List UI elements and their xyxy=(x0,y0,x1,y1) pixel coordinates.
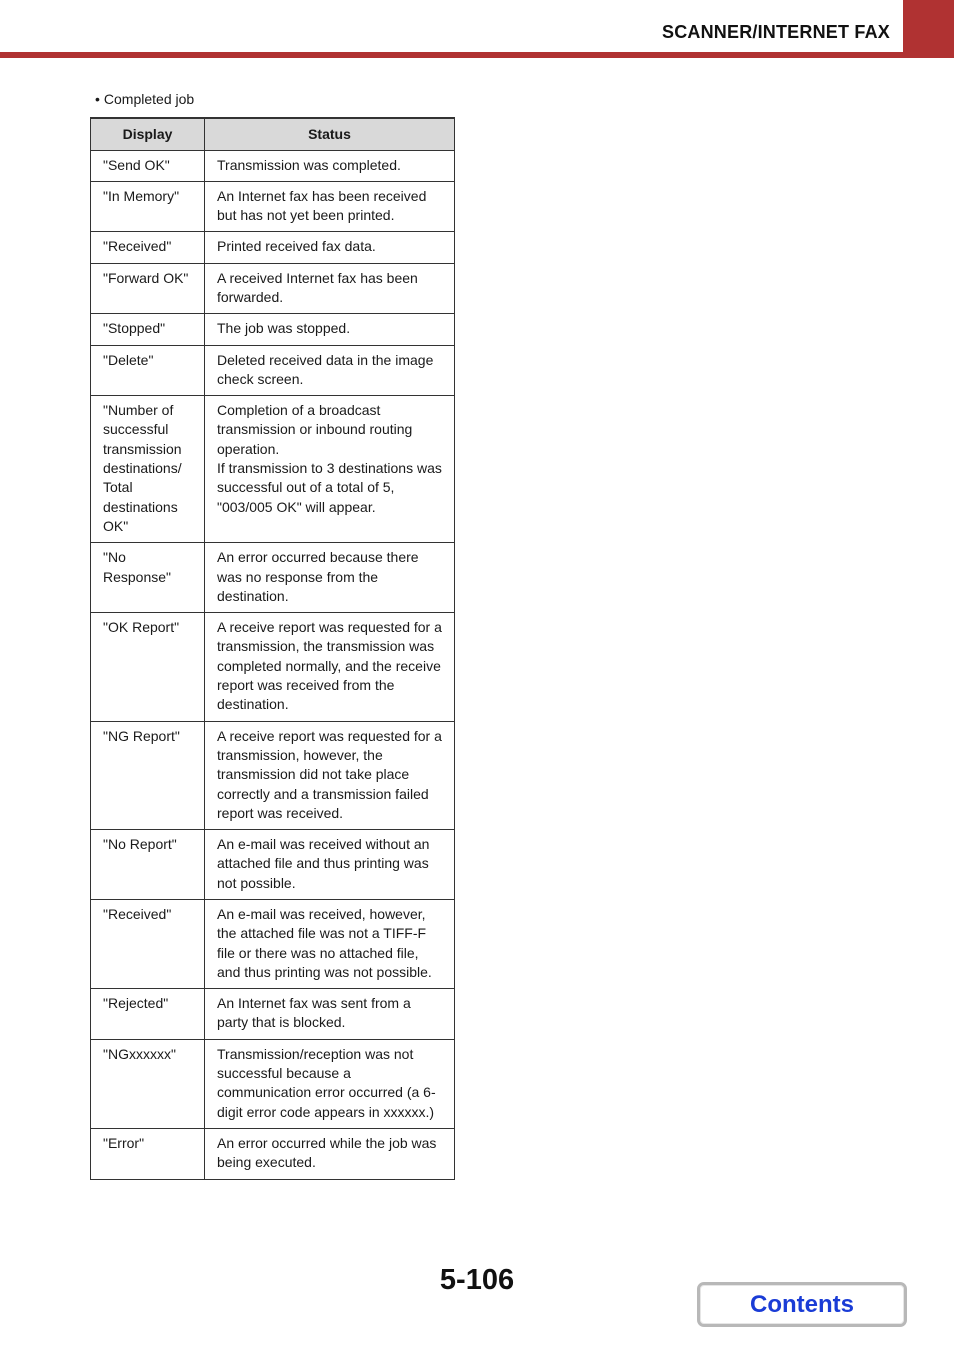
header-tab-marker xyxy=(903,0,954,58)
status-cell: A receive report was requested for a transmission, the transmission was completed normally, and the receive report was received from the destination. xyxy=(205,613,455,721)
display-cell: "In Memory" xyxy=(91,181,205,232)
status-cell: An Internet fax has been received but has not yet been printed. xyxy=(205,181,455,232)
display-cell: "Error" xyxy=(91,1128,205,1179)
table-header-row xyxy=(91,118,455,150)
section-label xyxy=(95,91,194,107)
status-cell: Completion of a broadcast transmission or inbound routing operation. If transmission to 3 destinations was successful out of a total of 5, "003/005 OK" will appear. xyxy=(205,396,455,543)
status-cell: A received Internet fax has been forwarded. xyxy=(205,263,455,314)
display-cell: "Rejected" xyxy=(91,989,205,1040)
column-header-status: Status xyxy=(205,118,455,150)
display-cell: "Send OK" xyxy=(91,150,205,181)
table-row xyxy=(91,150,455,181)
display-cell: "Received" xyxy=(91,232,205,263)
display-cell: "NGxxxxxx" xyxy=(91,1039,205,1128)
display-cell: "NG Report" xyxy=(91,721,205,829)
table-row xyxy=(91,1039,455,1128)
display-cell: "Forward OK" xyxy=(91,263,205,314)
table-row xyxy=(91,396,455,543)
status-cell: An e-mail was received without an attached file and thus printing was not possible. xyxy=(205,830,455,900)
table-row xyxy=(91,263,455,314)
status-cell: An error occurred while the job was being executed. xyxy=(205,1128,455,1179)
table-row xyxy=(91,345,455,396)
status-cell: Printed received fax data. xyxy=(205,232,455,263)
status-cell: An e-mail was received, however, the attached file was not a TIFF-F file or there was no attached file, and thus printing was not possible. xyxy=(205,900,455,989)
status-cell: The job was stopped. xyxy=(205,314,455,345)
table-row xyxy=(91,613,455,721)
table-row xyxy=(91,314,455,345)
table-row xyxy=(91,830,455,900)
table-row xyxy=(91,989,455,1040)
bullet-icon: • xyxy=(95,91,100,107)
page-header-title: SCANNER/INTERNET FAX xyxy=(661,22,890,42)
table-body xyxy=(91,150,455,1179)
table-row xyxy=(91,900,455,989)
table-row xyxy=(91,181,455,232)
column-header-display: Display xyxy=(91,118,205,150)
status-cell: A receive report was requested for a transmission, however, the transmission did not take place correctly and a transmission failed report was received. xyxy=(205,721,455,829)
status-cell: Transmission was completed. xyxy=(205,150,455,181)
section-label-text: Completed job xyxy=(103,91,195,107)
table-row xyxy=(91,232,455,263)
display-cell: "No Response" xyxy=(91,543,205,613)
status-cell: Transmission/reception was not successful because a communication error occurred (a 6-digit error code appears in xxxxxx.) xyxy=(205,1039,455,1128)
display-cell: "Stopped" xyxy=(91,314,205,345)
table-row xyxy=(91,543,455,613)
display-cell: "No Report" xyxy=(91,830,205,900)
header-divider xyxy=(0,52,954,58)
display-cell: "Number of successful transmission destinations/ Total destinations OK" xyxy=(91,396,205,543)
contents-button[interactable]: Contents xyxy=(697,1282,907,1327)
page-number: 5-106 xyxy=(439,1264,515,1296)
table-row xyxy=(91,721,455,829)
status-cell: An error occurred because there was no response from the destination. xyxy=(205,543,455,613)
display-cell: "OK Report" xyxy=(91,613,205,721)
status-cell: Deleted received data in the image check screen. xyxy=(205,345,455,396)
display-cell: "Delete" xyxy=(91,345,205,396)
completed-job-table xyxy=(90,117,455,1180)
table-row xyxy=(91,1128,455,1179)
display-cell: "Received" xyxy=(91,900,205,989)
status-cell: An Internet fax was sent from a party that is blocked. xyxy=(205,989,455,1040)
